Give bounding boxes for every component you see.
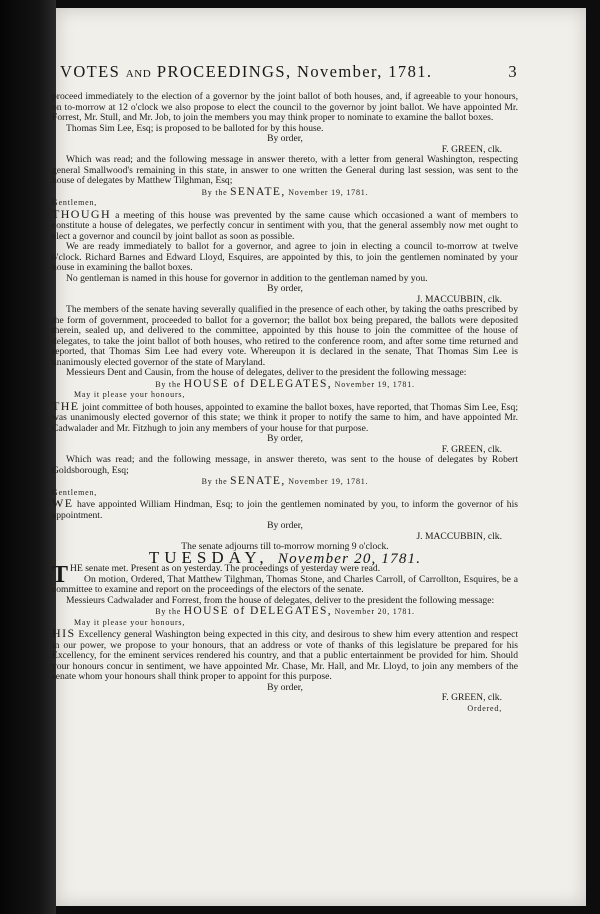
delegates-2-date: November 20, 1781. (334, 607, 415, 616)
paragraph-9-lead: THE (52, 398, 80, 413)
paragraph-7: The members of the senate having severally qualified in the presence of each other, by taking the oaths prescribed by the form of government, proceeded to ballot for a governor; the ballot box being prepared, the ballots were deposited therein, sealed up, and delivered to the committee, appointed by this house to join the committee of the house of delegates, to take the joint ballot of both houses, who retired to the conference room, and after some time returned and reported, that Thomas Sim Lee had every vote. Whereupon it is declared in the senate, That Thomas Sim Lee is unanimously elected governor of the state of Maryland. (52, 304, 518, 368)
senate-1-body: SENATE, (230, 185, 286, 198)
tuesday-day: TUESDAY, (148, 547, 269, 567)
page-number: 3 (508, 62, 518, 81)
book-spine-shadow (0, 0, 56, 914)
header-and: AND (125, 68, 152, 80)
delegates-header-1 (52, 379, 518, 391)
paragraph-13: On motion, Ordered, That Matthew Tilghman, Thomas Stone, and Charles Carroll, of Carrollton, Esquires, be a committee to examine and report on the proceedings of the electors of the senate. (52, 573, 518, 595)
paragraph-3: Which was read; and the following message in answer thereto, with a letter from general Washington, respecting general Smallwood's remaining in this state, in answer to one written the General during last session, was sent to the house of delegates by Matthew Tilghman, Esq; (52, 154, 518, 186)
paragraph-11-lead: WE (52, 496, 74, 510)
delegates-2-by-the: By the (155, 607, 182, 616)
gentlemen-1: Gentlemen, (52, 198, 98, 207)
header-proceedings: PROCEEDINGS, (156, 62, 292, 81)
paragraph-1: proceed immediately to the election of a governor by the joint ballot of both houses, and, if agreeable to your honours, on to-morrow at 12 o'clock we also propose to elect the council to the governor by joint ballot. We have appointed Mr. Forrest, Mr. Stull, and Mr. Job, to join the members you may think proper to nominate to examine the ballot boxes. (52, 91, 518, 123)
header-votes: VOTES (60, 62, 121, 81)
senate-2-by-the: By the (201, 477, 228, 486)
paragraph-4-lead: THOUGH (52, 206, 112, 221)
signature-1: F. GREEN, clk. (441, 143, 502, 155)
paragraph-4-text: a meeting of this house was prevented by the same cause which occasioned a want of members to constitute a house of delegates, we perfectly concur in sentiment with you, that the general assembly now met ought to elect a governor and council by joint ballot as soon as possible. (52, 209, 518, 242)
page-body (52, 92, 518, 714)
by-order-2: By order, (267, 283, 303, 294)
paragraph-15 (52, 628, 518, 683)
paragraph-12-text: HE senate met. Present as on yesterday. The proceedings of yesterday were read. (70, 563, 381, 574)
senate-header-1 (52, 187, 518, 199)
by-order-5: By order, (267, 681, 303, 693)
signature-5: F. GREEN, clk. (441, 692, 502, 703)
by-order-1: By order, (267, 133, 303, 144)
paragraph-5: We are ready immediately to ballot for a governor, and agree to join in electing a council to-morrow at twelve o'clock. Richard Barnes and Edward Lloyd, Esquires, are appointed by this, to join the gentlemen nominated by your house in examining the ballot boxes. (52, 241, 518, 273)
header-month: November, (297, 62, 383, 81)
senate-1-date: November 19, 1781. (288, 187, 369, 197)
delegates-2-body: HOUSE of DELEGATES, (183, 605, 333, 617)
paragraph-4 (52, 206, 518, 243)
signature-4: J. MACCUBBIN, clk. (416, 530, 502, 542)
senate-2-body: SENATE, (230, 475, 286, 487)
header-year: 1781. (388, 62, 433, 81)
salutation-2: May it please your honours, (74, 617, 186, 627)
paragraph-15-text: Excellency general Washington being expected in this city, and desirous to shew him every attention and respect in our power, we propose to your honours, that an address or vote of thanks of this legislature be prepared for his Excellency, for the eminent services rendered his country, and that a public entertainment be provided for him. Should your honours concur in sentiment, we have appointed Mr. Chase, Mr. Hall, and Mr. Lloyd, to join any members of the senate whom your honours shall think proper to appoint for this purpose. (52, 629, 518, 682)
paragraph-14: Messieurs Cadwalader and Forrest, from the house of delegates, deliver to the president the following message: (66, 594, 495, 606)
delegates-1-body: HOUSE of DELEGATES, (183, 377, 333, 390)
delegates-header-2 (52, 606, 518, 618)
senate-1-by-the: By the (201, 187, 228, 197)
paragraph-9 (52, 398, 518, 435)
paragraph-6: No gentleman is named in this house for governor in addition to the gentleman named by you. (66, 272, 428, 284)
paragraph-8: Messieurs Dent and Causin, from the house of delegates, deliver to the president the following message: (66, 367, 467, 378)
gentlemen-2: Gentlemen, (52, 487, 98, 497)
by-order-4: By order, (267, 520, 303, 531)
delegates-1-date: November 19, 1781. (334, 379, 415, 389)
delegates-1-by-the: By the (155, 379, 182, 389)
salutation-1: May it please your honours, (74, 390, 186, 399)
paragraph-15-lead: HIS (52, 626, 76, 640)
paragraph-9-text: joint committee of both houses, appointed to examine the ballot boxes, have reported, that Thomas Sim Lee, Esq; was unanimously elected governor of this state; we think it proper to notify the same to him, and have appointed Mr. Cadwalader and Mr. Fitzhugh to join any members of your house for that purpose. (52, 401, 518, 434)
paragraph-11-text: have appointed William Hindman, Esq; to join the gentlemen nominated by you, to inform the governor of his appointment. (52, 499, 518, 521)
paragraph-11 (52, 498, 518, 521)
senate-header-2 (52, 476, 518, 488)
catchword: Ordered, (467, 703, 502, 713)
signature-3: F. GREEN, clk. (441, 443, 502, 455)
running-header (60, 62, 530, 86)
adjournment: The senate adjourns till to-morrow morning 9 o'clock. (181, 541, 389, 552)
paragraph-10: Which was read; and the following message, in answer thereto, was sent to the house of delegates by Robert Goldsborough, Esq; (52, 454, 518, 476)
by-order-3: By order, (267, 433, 303, 444)
paragraph-2: Thomas Sim Lee, Esq; is proposed to be balloted for by this house. (66, 122, 324, 134)
tuesday-date: November 20, 1781. (277, 550, 422, 567)
signature-2: J. MACCUBBIN, clk. (416, 293, 502, 305)
drop-cap-t: T (52, 562, 69, 588)
senate-2-date: November 19, 1781. (288, 477, 369, 486)
